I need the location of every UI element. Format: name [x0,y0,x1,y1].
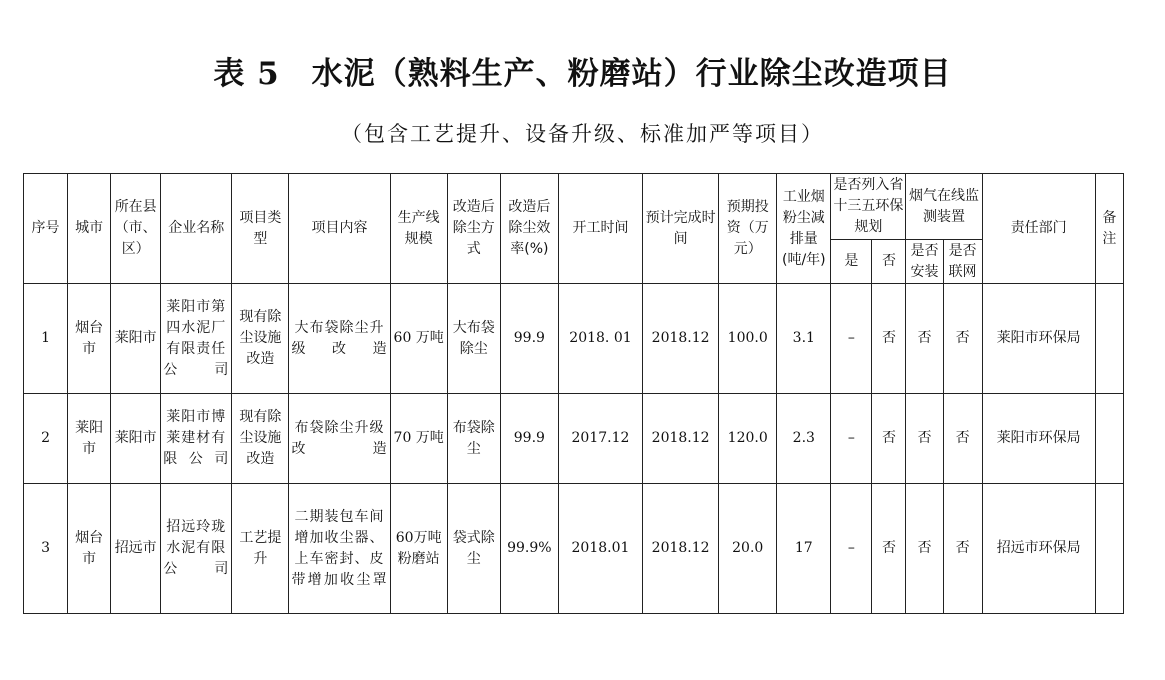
cell-invest: 20.0 [719,484,777,614]
cell-plan-no: 否 [872,484,906,614]
cell-scale: 70 万吨 [390,394,447,484]
cell-county: 莱阳市 [111,284,161,394]
header-company: 企业名称 [161,174,232,284]
cell-company: 招远玲珑水泥有限公司 [161,484,232,614]
cell-reduction: 17 [777,484,831,614]
header-invest: 预期投资（万元） [719,174,777,284]
cell-plan-yes: – [831,284,872,394]
header-note: 备注 [1095,174,1123,284]
cell-finish: 2018.12 [643,484,719,614]
table-row [24,394,1124,484]
cell-efficiency: 99.9 [500,284,558,394]
cell-method: 袋式除尘 [447,484,500,614]
cell-type: 现有除尘设施改造 [232,394,289,484]
header-county: 所在县（市、区） [111,174,161,284]
cell-plan-no: 否 [872,394,906,484]
cell-start: 2018. 01 [558,284,642,394]
table-row [24,484,1124,614]
cell-company: 莱阳市博莱建材有限公司 [161,394,232,484]
header-city: 城市 [68,174,111,284]
cell-method: 布袋除尘 [447,394,500,484]
header-plan: 是否列入省十三五环保规划 [831,174,906,240]
cell-reduction: 2.3 [777,394,831,484]
header-scale: 生产线规模 [390,174,447,284]
cell-county: 莱阳市 [111,394,161,484]
cell-installed: 否 [906,284,943,394]
cell-installed: 否 [906,484,943,614]
cell-note [1095,394,1123,484]
header-content: 项目内容 [289,174,390,284]
cell-dept: 莱阳市环保局 [982,284,1095,394]
cell-networked: 否 [943,284,982,394]
cell-method: 大布袋除尘 [447,284,500,394]
cell-scale: 60 万吨 [390,284,447,394]
cell-content: 大布袋除尘升级改造 [289,284,390,394]
header-type: 项目类型 [232,174,289,284]
header-monitor: 烟气在线监测装置 [906,174,982,240]
header-installed: 是否安装 [906,240,943,284]
header-plan-no: 否 [872,240,906,284]
cell-company: 莱阳市第四水泥厂有限责任公司 [161,284,232,394]
cell-note [1095,284,1123,394]
cell-dept: 招远市环保局 [982,484,1095,614]
cell-invest: 120.0 [719,394,777,484]
cell-start: 2017.12 [558,394,642,484]
header-start: 开工时间 [558,174,642,284]
cell-city: 莱阳市 [68,394,111,484]
cell-reduction: 3.1 [777,284,831,394]
cell-type: 现有除尘设施改造 [232,284,289,394]
cell-installed: 否 [906,394,943,484]
cell-city: 烟台市 [68,284,111,394]
header-seq: 序号 [24,174,68,284]
cell-efficiency: 99.9% [500,484,558,614]
header-method: 改造后除尘方式 [447,174,500,284]
cell-finish: 2018.12 [643,284,719,394]
cell-type: 工艺提升 [232,484,289,614]
table-row [24,284,1124,394]
cell-plan-yes: – [831,484,872,614]
cell-invest: 100.0 [719,284,777,394]
cell-plan-no: 否 [872,284,906,394]
cell-scale: 60万吨粉磨站 [390,484,447,614]
cell-plan-yes: – [831,394,872,484]
cell-networked: 否 [943,484,982,614]
cell-dept: 莱阳市环保局 [982,394,1095,484]
cell-city: 烟台市 [68,484,111,614]
header-efficiency: 改造后除尘效率(%) [500,174,558,284]
cell-seq: 2 [24,394,68,484]
header-dept: 责任部门 [982,174,1095,284]
header-networked: 是否联网 [943,240,982,284]
cell-seq: 3 [24,484,68,614]
cell-start: 2018.01 [558,484,642,614]
project-table [23,173,1124,614]
cell-efficiency: 99.9 [500,394,558,484]
cell-note [1095,484,1123,614]
page-title: 表 5 水泥（熟料生产、粉磨站）行业除尘改造项目 [213,56,952,92]
cell-content: 二期装包车间增加收尘器、上车密封、皮带增加收尘罩 [289,484,390,614]
header-finish: 预计完成时间 [643,174,719,284]
cell-content: 布袋除尘升级改造 [289,394,390,484]
cell-seq: 1 [24,284,68,394]
cell-county: 招远市 [111,484,161,614]
cell-networked: 否 [943,394,982,484]
page-subtitle: （包含工艺提升、设备升级、标准加严等项目） [341,122,824,146]
header-plan-yes: 是 [831,240,872,284]
cell-finish: 2018.12 [643,394,719,484]
header-reduction: 工业烟粉尘减排量(吨/年) [777,174,831,284]
